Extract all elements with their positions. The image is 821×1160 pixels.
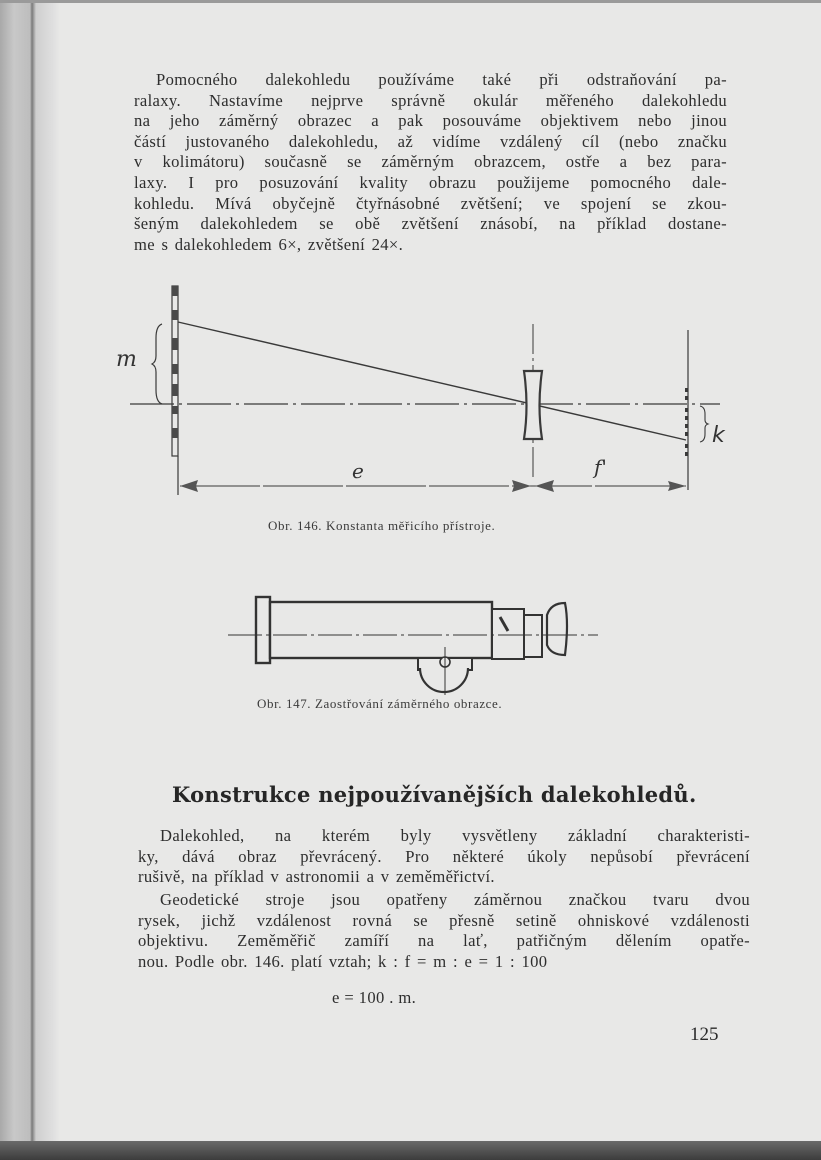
book-gutter bbox=[0, 0, 60, 1160]
intro-paragraph bbox=[134, 70, 727, 255]
text-line: nou. Podle obr. 146. platí vztah; k : f = m : e = 1 : 100 bbox=[138, 951, 548, 971]
label-k: k bbox=[712, 423, 725, 448]
text-line: kohledu. Mívá obyčejně čtyřnásobné zvětšení; ve spojení se zkou- bbox=[134, 193, 727, 213]
text-line: ky, dává obraz převrácený. Pro některé úkoly nepůsobí převrácení bbox=[138, 846, 750, 866]
label-e: e bbox=[352, 459, 364, 483]
text-line: šeným dalekohledem se obě zvětšení znásobí, na příklad dostane- bbox=[134, 214, 727, 234]
text-line: me s dalekohledem 6×, zvětšení 24×. bbox=[134, 234, 404, 254]
page-number: 125 bbox=[690, 1024, 719, 1045]
page-top-edge bbox=[0, 0, 821, 3]
text-line: rušivě, na příklad v astronomii a v zeměměřictví. bbox=[138, 867, 495, 887]
label-m: m bbox=[116, 347, 137, 372]
text-line: laxy. I pro posuzování kvality obrazu použijeme pomocného dale- bbox=[134, 172, 727, 192]
text-line: na jeho záměrný obrazec a pak posouváme objektivem nebo jinou bbox=[134, 111, 727, 131]
text-line: Geodetické stroje jsou opatřeny záměrnou značkou tvaru dvou bbox=[160, 890, 750, 909]
figure-146-caption: Obr. 146. Konstanta měřicího přístroje. bbox=[268, 518, 496, 533]
text-line: v kolimátoru) současně se záměrným obrazcem, ostře a bez para- bbox=[134, 152, 727, 172]
text-line: objektivu. Zeměměřič zamíří na lať, patřičným dělením opatře- bbox=[138, 931, 750, 951]
section-paragraph-1 bbox=[138, 826, 750, 888]
formula: e = 100 . m. bbox=[332, 988, 417, 1007]
section-paragraph-2 bbox=[138, 890, 750, 972]
label-f: f' bbox=[594, 455, 607, 479]
text-line: částí justovaného dalekohledu, až vidíme vzdálený cíl (nebo značku bbox=[134, 131, 727, 151]
section-heading: Konstrukce nejpoužívanějších dalekohledů. bbox=[172, 782, 697, 807]
text-line: Dalekohled, na kterém byly vysvětleny základní charakteristi- bbox=[160, 826, 750, 845]
scan-bottom-edge bbox=[0, 1141, 821, 1160]
text-line: Pomocného dalekohledu používáme také při odstraňování pa- bbox=[156, 70, 727, 89]
figure-147-telescope bbox=[0, 585, 821, 705]
figure-146-diagram bbox=[0, 280, 821, 520]
text-line: ralaxy. Nastavíme nejprve správně okulár měřeného dalekohledu bbox=[134, 90, 727, 110]
text-line: rysek, jichž vzdálenost rovná se přesně setině ohniskové vzdálenosti bbox=[138, 910, 750, 930]
figure-147-caption: Obr. 147. Zaostřování záměrného obrazce. bbox=[257, 696, 503, 711]
